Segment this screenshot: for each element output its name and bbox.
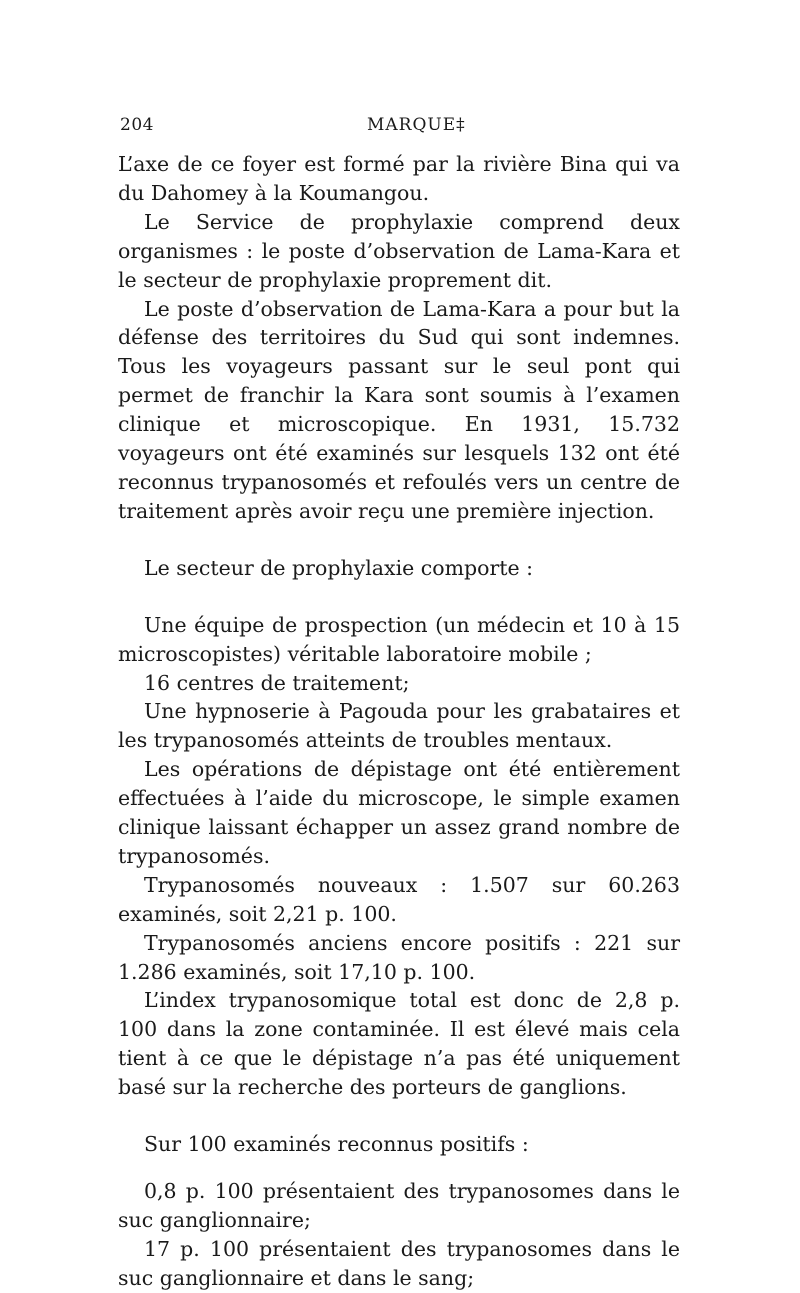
running-head (120, 115, 680, 143)
list-item-prospection-team: Une équipe de prospection (un médecin et 10 à 15 microscopistes) véritable laboratoire mobile ; (118, 612, 680, 666)
paragraph-foyer-axis: L’axe de ce foyer est formé par la rivière Bina qui va du Dahomey à la Koumangou. (118, 152, 680, 205)
list-item-treatment-centres: 16 centres de traitement; (144, 670, 410, 695)
running-title: MARQUE‡ (367, 115, 466, 135)
paragraph-observation-post: Le poste d’observation de Lama-Kara a pour but la défense des territoires du Sud qui sont indemnes. Tous les voyageurs passant sur le seul pont qui permet de franchir la Kara sont soumis à l’examen clinique et microscopique. En 1931, 15.732 voyageurs ont été examinés sur lesquels 132 ont été reconnus trypanosomés et refoulés vers un centre de traitement après avoir reçu une première injection. (118, 296, 680, 523)
paragraph-positives-intro: Sur 100 examinés reconnus positifs : (144, 1132, 529, 1157)
paragraph-total-index: L’index trypanosomique total est donc de 2,8 p. 100 dans la zone contaminée. Il est élevé mais cela tient à ce que le dépistage n’a pas été uniquement basé sur la recherche des porteurs de ganglions. (118, 988, 680, 1100)
paragraph-gap (118, 1102, 680, 1130)
list-item-ganglion-and-blood: 17 p. 100 présentaient des trypanosomes dans le suc ganglionnaire et dans le sang; (118, 1236, 680, 1290)
paragraph-gap (118, 583, 680, 611)
paragraph-sector-intro: Le secteur de prophylaxie comporte : (144, 555, 534, 580)
paragraph-new-cases: Trypanosomés nouveaux : 1.507 sur 60.263 examinés, soit 2,21 p. 100. (118, 872, 680, 926)
paragraph-gap (118, 1159, 680, 1177)
paragraph-old-cases: Trypanosomés anciens encore positifs : 221 sur 1.286 examinés, soit 17,10 p. 100. (118, 930, 680, 984)
list-item-ganglion-juice: 0,8 p. 100 présentaient des trypanosomes dans le suc ganglionnaire; (118, 1179, 680, 1232)
paragraph-gap (118, 526, 680, 554)
list-item-hypnoserie: Une hypnoserie à Pagouda pour les grabataires et les trypanosomés atteints de troubles mentaux. (118, 699, 680, 753)
paragraph-screening-operations: Les opérations de dépistage ont été entièrement effectuées à l’aide du microscope, le simple examen clinique laissant échapper un assez grand nombre de trypanosomés. (118, 757, 680, 868)
paragraph-prophylaxis-service: Le Service de prophylaxie comprend deux organismes : le poste d’observation de Lama-Kara et le secteur de prophylaxie proprement dit. (118, 209, 680, 292)
page-number: 204 (120, 115, 154, 135)
body-text (118, 150, 680, 1293)
